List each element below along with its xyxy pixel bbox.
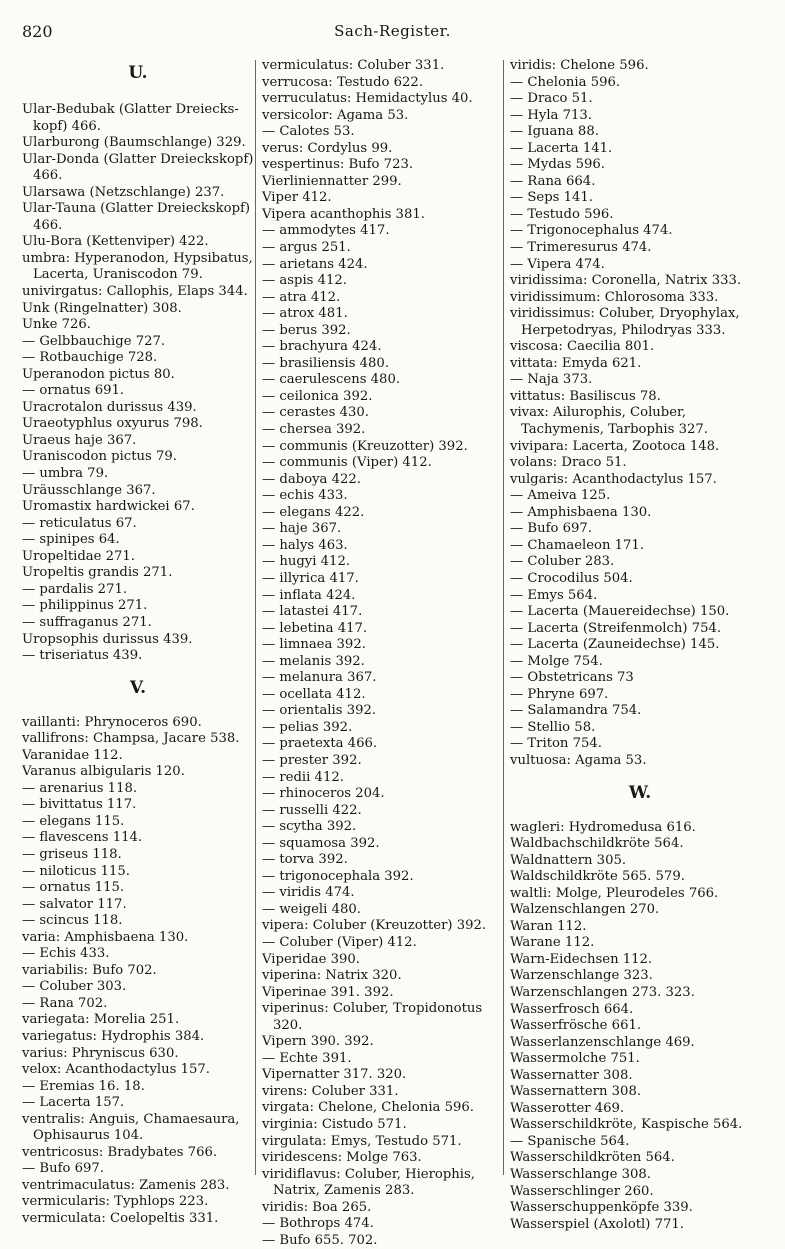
index-entry: — Rana 702.: [22, 995, 108, 1011]
index-entry: — niloticus 115.: [22, 863, 130, 879]
index-entry: — lebetina 417.: [262, 620, 368, 636]
index-entry: verus: Cordylus 99.: [262, 140, 393, 156]
index-entry: viperinus: Coluber, Tropidonotus 320.: [262, 1001, 483, 1033]
index-entry: Ularsawa (Netzschlange) 237.: [22, 184, 225, 200]
index-entry: — cerastes 430.: [262, 405, 369, 421]
index-entry: Uraniscodon pictus 79.: [22, 449, 177, 465]
index-entry: Uropsophis durissus 439.: [22, 631, 193, 647]
index-entry: viridissima: Coronella, Natrix 333.: [510, 273, 742, 289]
index-entry: Wasserfrösche 661.: [510, 1018, 642, 1034]
index-entry: versicolor: Agama 53.: [262, 107, 409, 123]
index-entry: — Vipera 474.: [510, 256, 605, 272]
index-entry: — scytha 392.: [262, 819, 357, 835]
column-rule-left: [255, 60, 256, 1175]
index-entry: — pardalis 271.: [22, 581, 128, 597]
index-entry: Warzenschlange 323.: [510, 968, 653, 984]
index-column-1: [22, 58, 254, 1228]
entry-list-v-end: [510, 58, 770, 770]
index-entry: — ammodytes 417.: [262, 223, 390, 239]
index-entry: — Spanische 564.: [510, 1133, 630, 1149]
index-entry: — hugyi 412.: [262, 554, 351, 570]
index-entry: — russelli 422.: [262, 802, 362, 818]
index-entry: varia: Amphisbaena 130.: [22, 929, 189, 945]
index-entry: Uperanodon pictus 80.: [22, 366, 175, 382]
index-entry: Wassernattern 308.: [510, 1084, 642, 1100]
index-entry: viridis: Chelone 596.: [510, 58, 649, 73]
index-entry: ventralis: Anguis, Chamaesaura, Ophisaurus 104.: [22, 1111, 240, 1144]
index-entry: Ulu-Bora (Kettenviper) 422.: [22, 234, 209, 250]
index-column-3: [510, 58, 770, 1233]
index-entry: verrucosa: Testudo 622.: [262, 74, 424, 90]
index-entry: viperina: Natrix 320.: [262, 968, 402, 984]
index-entry: — reticulatus 67.: [22, 515, 137, 531]
index-entry: Vipern 390. 392.: [262, 1034, 374, 1050]
index-entry: — berus 392.: [262, 322, 351, 338]
index-entry: — spinipes 64.: [22, 532, 120, 548]
index-entry: Wasserspiel (Axolotl) 771.: [510, 1216, 684, 1232]
index-entry: ventrimaculatus: Zamenis 283.: [22, 1177, 230, 1193]
index-entry: — Calotes 53.: [262, 124, 355, 140]
index-entry: — Chamaeleon 171.: [510, 537, 645, 553]
index-entry: vermiculatus: Coluber 331.: [262, 58, 445, 73]
index-entry: viridis: Boa 265.: [262, 1199, 372, 1215]
index-entry: vallifrons: Champsa, Jacare 538.: [22, 731, 240, 747]
index-entry: viscosa: Caecilia 801.: [510, 339, 655, 355]
index-entry: virgulata: Emys, Testudo 571.: [262, 1133, 462, 1149]
index-entry: — Mydas 596.: [510, 157, 605, 173]
entry-list-v: [22, 715, 254, 1228]
index-entry: — rhinoceros 204.: [262, 786, 385, 802]
index-entry: — Echis 433.: [22, 946, 110, 962]
index-entry: — Iguana 88.: [510, 124, 599, 140]
index-entry: — brasiliensis 480.: [262, 355, 390, 371]
index-entry: Waran 112.: [510, 918, 587, 934]
index-column-2: [262, 58, 497, 1249]
index-entry: Wasserlanzenschlange 469.: [510, 1034, 695, 1050]
index-entry: — Crocodilus 504.: [510, 570, 633, 586]
index-entry: Uropeltidae 271.: [22, 548, 136, 564]
index-entry: — bivittatus 117.: [22, 797, 137, 813]
index-entry: Wasserschuppenköpfe 339.: [510, 1200, 693, 1216]
index-entry: Wasserschlinger 260.: [510, 1183, 654, 1199]
index-entry: — Lacerta 141.: [510, 140, 613, 156]
index-entry: vivax: Ailurophis, Coluber, Tachymenis, Tarbophis 327.: [510, 405, 708, 438]
index-entry: — melanura 367.: [262, 670, 377, 686]
index-entry: — Phryne 697.: [510, 686, 609, 702]
index-entry: variegata: Morelia 251.: [22, 1012, 180, 1028]
index-entry: Wasserotter 469.: [510, 1100, 625, 1116]
index-entry: — Salamandra 754.: [510, 703, 642, 719]
index-entry: waltli: Molge, Pleurodeles 766.: [510, 885, 719, 901]
index-entry: viridiflavus: Coluber, Hierophis, Natrix, Zamenis 283.: [262, 1166, 475, 1199]
index-entry: — Bufo 697.: [22, 1161, 104, 1177]
index-entry: variegatus: Hydrophis 384.: [22, 1028, 205, 1044]
index-entry: umbra: Hyperanodon, Hypsibatus, Lacerta, Uraniscodon 79.: [22, 250, 253, 283]
index-entry: — squamosa 392.: [262, 835, 380, 851]
index-entry: vipera: Coluber (Kreuzotter) 392.: [262, 918, 487, 934]
index-entry: — ceilonica 392.: [262, 388, 373, 404]
index-entry: — Bufo 655. 702.: [262, 1232, 378, 1248]
entry-list-v-continued: [262, 58, 497, 1249]
index-entry: — atrox 481.: [262, 306, 348, 322]
index-entry: vittatus: Basiliscus 78.: [510, 388, 661, 404]
index-entry: Uraeus haje 367.: [22, 432, 137, 448]
index-entry: vermicularis: Typhlops 223.: [22, 1194, 209, 1210]
index-entry: — prester 392.: [262, 752, 362, 768]
index-entry: Waldnattern 305.: [510, 852, 627, 868]
page-number: 820: [22, 22, 53, 41]
index-entry: — umbra 79.: [22, 466, 109, 482]
index-entry: — Molge 754.: [510, 653, 603, 669]
index-entry: Uräusschlange 367.: [22, 482, 156, 498]
index-entry: — brachyura 424.: [262, 339, 382, 355]
index-entry: Walzenschlangen 270.: [510, 902, 660, 918]
index-entry: Ular-Tauna (Glatter Dreieckskopf) 466.: [22, 201, 251, 233]
index-entry: — illyrica 417.: [262, 570, 359, 586]
index-entry: — Draco 51.: [510, 91, 593, 107]
index-entry: — communis (Kreuzotter) 392.: [262, 438, 468, 454]
index-entry: Viper 412.: [262, 190, 332, 206]
index-entry: Warane 112.: [510, 935, 595, 951]
entry-list-w: [510, 820, 770, 1234]
index-entry: — Gelbbauchige 727.: [22, 333, 166, 349]
index-entry: Waldschildkröte 565. 579.: [510, 869, 685, 885]
index-entry: vulgaris: Acanthodactylus 157.: [510, 471, 717, 487]
index-entry: — scincus 118.: [22, 913, 123, 929]
index-entry: virens: Coluber 331.: [262, 1083, 399, 1099]
index-entry: Uropeltis grandis 271.: [22, 565, 173, 581]
index-entry: — argus 251.: [262, 240, 351, 256]
index-entry: — Bufo 697.: [510, 521, 592, 537]
index-entry: Wasserschildkröte, Kaspische 564.: [510, 1117, 743, 1133]
section-heading-v: V.: [129, 677, 147, 698]
index-entry: — aspis 412.: [262, 273, 347, 289]
index-entry: Uromastix hardwickei 67.: [22, 499, 195, 515]
index-entry: — triseriatus 439.: [22, 648, 143, 664]
index-entry: — salvator 117.: [22, 896, 127, 912]
index-entry: — Lacerta (Mauereidechse) 150.: [510, 604, 730, 620]
index-entry: Vipernatter 317. 320.: [262, 1067, 407, 1083]
index-entry: — elegans 115.: [22, 813, 125, 829]
section-heading-w: W.: [628, 782, 652, 803]
index-entry: Unke 726.: [22, 317, 91, 333]
index-entry: — latastei 417.: [262, 604, 363, 620]
index-entry: Varanidae 112.: [22, 747, 123, 763]
index-entry: — ornatus 691.: [22, 383, 125, 399]
index-entry: vivipara: Lacerta, Zootoca 148.: [510, 438, 720, 454]
running-head: Sach-Register.: [334, 22, 451, 40]
index-entry: viridissimum: Chlorosoma 333.: [510, 289, 719, 305]
index-entry: viridescens: Molge 763.: [262, 1150, 422, 1166]
index-entry: — suffraganus 271.: [22, 614, 152, 630]
index-entry: — redii 412.: [262, 769, 344, 785]
index-entry: viridissimus: Coluber, Dryophylax, Herpetodryas, Philodryas 333.: [510, 306, 740, 338]
index-entry: — Coluber 283.: [510, 554, 615, 570]
index-entry: vespertinus: Bufo 723.: [262, 157, 414, 173]
index-entry: Ular-Bedubak (Glatter Dreiecks-kopf) 466.: [22, 102, 239, 134]
index-entry: — flavescens 114.: [22, 830, 143, 846]
index-entry: — Triton 754.: [510, 736, 602, 752]
index-entry: vaillanti: Phrynoceros 690.: [22, 714, 202, 730]
index-entry: Wasserschildkröten 564.: [510, 1150, 675, 1166]
index-entry: verruculatus: Hemidactylus 40.: [262, 91, 473, 107]
index-entry: — Hyla 713.: [510, 107, 592, 123]
index-entry: Vipera acanthophis 381.: [262, 206, 425, 222]
index-entry: — halys 463.: [262, 537, 348, 553]
index-entry: Wassernatter 308.: [510, 1067, 633, 1083]
index-entry: — Coluber 303.: [22, 979, 127, 995]
index-entry: — ocellata 412.: [262, 686, 366, 702]
index-entry: — Chelonia 596.: [510, 74, 621, 90]
index-entry: — viridis 474.: [262, 885, 355, 901]
column-rule-right: [503, 60, 504, 1175]
index-entry: — Bothrops 474.: [262, 1216, 374, 1232]
index-entry: — weigeli 480.: [262, 901, 361, 917]
index-entry: — ornatus 115.: [22, 880, 125, 896]
index-entry: — caerulescens 480.: [262, 372, 401, 388]
index-entry: — melanis 392.: [262, 653, 365, 669]
index-entry: — trigonocephala 392.: [262, 868, 414, 884]
index-entry: Warn-Eidechsen 112.: [510, 951, 653, 967]
index-entry: — echis 433.: [262, 488, 348, 504]
index-entry: — praetexta 466.: [262, 736, 378, 752]
index-entry: — communis (Viper) 412.: [262, 455, 432, 471]
index-entry: — Rotbauchige 728.: [22, 350, 158, 366]
index-entry: — orientalis 392.: [262, 703, 377, 719]
index-entry: Wasserschlange 308.: [510, 1167, 651, 1182]
index-entry: velox: Acanthodactylus 157.: [22, 1062, 210, 1078]
index-entry: — atra 412.: [262, 289, 341, 305]
index-entry: wagleri: Hydromedusa 616.: [510, 819, 696, 835]
index-entry: vittata: Emyda 621.: [510, 355, 642, 371]
index-entry: — Stellio 58.: [510, 719, 596, 735]
index-entry: Ularburong (Baumschlange) 329.: [22, 135, 246, 151]
index-entry: — Trigonocephalus 474.: [510, 223, 673, 239]
index-entry: Uracrotalon durissus 439.: [22, 399, 197, 415]
index-entry: — Testudo 596.: [510, 206, 614, 222]
index-entry: — Naja 373.: [510, 372, 593, 388]
index-entry: ventricosus: Bradybates 766.: [22, 1144, 218, 1160]
index-entry: Varanus albigularis 120.: [22, 764, 185, 780]
index-entry: — Lacerta 157.: [22, 1095, 125, 1111]
index-entry: Wassermolche 751.: [510, 1051, 640, 1067]
index-entry: — daboya 422.: [262, 471, 361, 487]
index-entry: Waldbachschildkröte 564.: [510, 836, 684, 852]
index-entry: vultuosa: Agama 53.: [510, 752, 647, 768]
index-entry: — inflata 424.: [262, 587, 356, 603]
index-entry: — pelias 392.: [262, 719, 353, 735]
index-entry: — haje 367.: [262, 521, 342, 537]
index-entry: Vierliniennatter 299.: [262, 173, 402, 189]
index-entry: vermiculata: Coelopeltis 331.: [22, 1211, 219, 1226]
index-entry: variabilis: Bufo 702.: [22, 962, 157, 978]
index-entry: Viperidae 390.: [262, 951, 360, 967]
index-entry: — Eremias 16. 18.: [22, 1078, 145, 1094]
index-entry: — griseus 118.: [22, 846, 122, 862]
index-entry: virgata: Chelone, Chelonia 596.: [262, 1100, 474, 1116]
index-entry: Unk (Ringelnatter) 308.: [22, 300, 182, 316]
index-entry: — Echte 391.: [262, 1050, 352, 1066]
index-entry: — Seps 141.: [510, 190, 593, 206]
index-entry: — Ameiva 125.: [510, 488, 611, 504]
index-entry: virginia: Cistudo 571.: [262, 1117, 407, 1132]
index-entry: — Coluber (Viper) 412.: [262, 934, 417, 950]
index-entry: — Emys 564.: [510, 587, 598, 603]
index-entry: Wasserfrosch 664.: [510, 1001, 634, 1017]
index-entry: — arietans 424.: [262, 256, 368, 272]
index-entry: varius: Phryniscus 630.: [22, 1045, 179, 1061]
index-entry: volans: Draco 51.: [510, 455, 627, 471]
index-entry: Ular-Donda (Glatter Dreieckskopf) 466.: [22, 151, 254, 184]
index-entry: univirgatus: Callophis, Elaps 344.: [22, 284, 248, 300]
index-entry: — limnaea 392.: [262, 637, 366, 653]
index-entry: — arenarius 118.: [22, 780, 138, 796]
index-entry: — elegans 422.: [262, 504, 365, 520]
index-entry: — philippinus 271.: [22, 598, 148, 614]
index-entry: — Amphisbaena 130.: [510, 504, 652, 520]
index-entry: — Rana 664.: [510, 173, 596, 189]
index-entry: Warzenschlangen 273. 323.: [510, 984, 695, 1000]
index-entry: — Obstetricans 73: [510, 670, 634, 686]
entry-list-u: [22, 102, 254, 665]
index-entry: — chersea 392.: [262, 422, 366, 438]
index-entry: Uraeotyphlus oxyurus 798.: [22, 416, 203, 432]
index-entry: Viperinae 391. 392.: [262, 984, 394, 1000]
index-entry: — Lacerta (Zauneidechse) 145.: [510, 637, 720, 653]
index-entry: — torva 392.: [262, 852, 348, 868]
index-entry: — Trimeresurus 474.: [510, 240, 652, 256]
section-heading-u: U.: [128, 63, 148, 83]
index-entry: — Lacerta (Streifenmolch) 754.: [510, 620, 722, 636]
